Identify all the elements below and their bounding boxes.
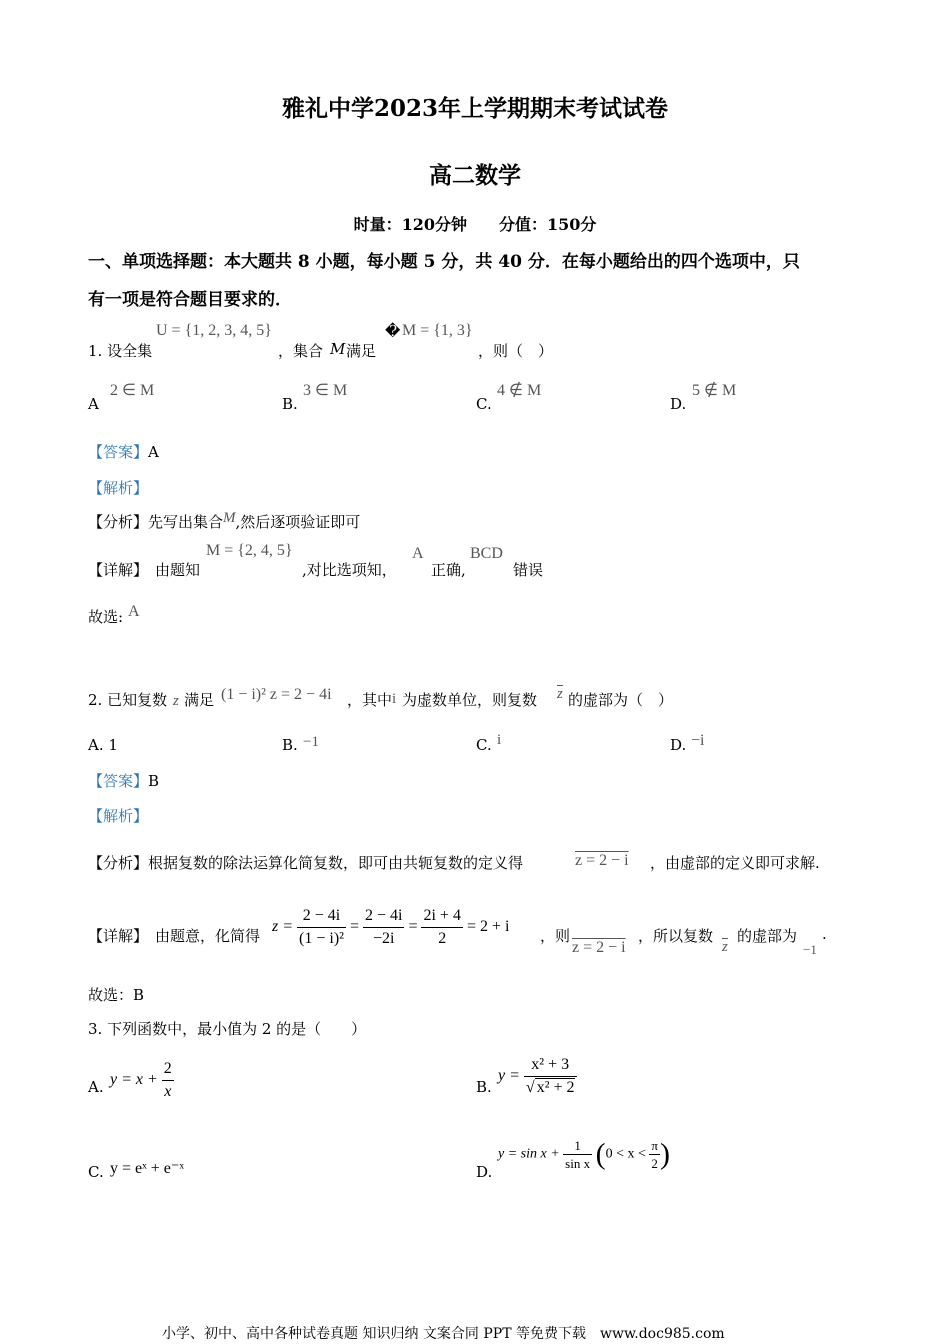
q2-stem-c: ，其中 [347,691,393,709]
q1-detail-letter-a: A [412,545,424,562]
q2-stem-a: 2. 已知复数 [88,691,168,709]
fraction-2 [363,905,404,950]
option-d-cond: 0 < x < [605,1146,646,1162]
answer-value: B [148,772,160,790]
option-b-lhs: y = [498,1067,520,1085]
fenxi-text-b: ,然后逐项验证即可 [235,513,361,531]
q1-choose-label: 故选: [88,608,124,626]
section-heading-line2: 有一项是符合题目要求的． [88,290,292,310]
fraction-3-den: 2 [438,930,447,947]
option-d-cond-den: 2 [651,1156,658,1171]
q1-detail-tag: 【详解】 [88,561,149,579]
option-d-cond-fraction [649,1137,660,1172]
q2-stem-e: 的虚部为（ ） [568,691,674,709]
q2-option-c: i [497,732,502,748]
q2-equation: (1 − i)² z = 2 − 4i [221,686,332,703]
exam-title: 雅礼中学2023年上学期期末考试试卷 [281,95,668,122]
q2-stem-b: 满足 [184,691,215,709]
q1-var-m: M [330,340,346,358]
option-b-fraction [524,1054,577,1099]
q1-option-c-label: C. [476,395,492,413]
option-d-cond-num: π [651,1138,658,1153]
option-d-lhs: y = sin x + [498,1146,560,1162]
q1-option-d: 5 ∉ M [692,382,737,399]
q2-detail-end: . [822,925,827,943]
q2-option-b: −1 [303,734,319,750]
q2-detail-zbar: $\overline{z}$ [722,939,728,955]
q1-set-u: U = {1, 2, 3, 4, 5} [156,322,272,339]
q1-detail-text-d: 错误 [513,561,544,579]
q2-option-b-label: B. [282,736,298,754]
eq-sign-2: = [408,918,418,936]
section-heading-line1: 一、单项选择题：本大题共 8 小题，每小题 5 分，共 40 分．在每小题给出的四个选项中，只 [88,252,800,272]
q3-option-b-label: B. [476,1078,492,1096]
q1-detail-text-a: 由题知 [155,561,201,579]
option-a-lhs: y = x + [110,1071,158,1089]
q1-detail-bcd: BCD [470,545,503,562]
q2-option-d-label: D. [670,736,687,754]
fenxi-text-a: 根据复数的除法运算化简复数，即可由共轭复数的定义得 [148,854,524,872]
q1-fenxi [88,511,360,532]
q1-analysis-tag: 【解析】 [88,479,149,497]
q3-option-b [498,1054,577,1099]
fraction-1-num: 2 − 4i [297,905,346,928]
q3-stem: 3. 下列函数中，最小值为 2 的是（ ） [88,1020,367,1038]
q2-option-c-label: C. [476,736,492,754]
q1-option-b-label: B. [282,395,298,413]
q2-detail-conj: z = 2 − i [572,939,626,956]
fraction-2-den: −2i [372,930,395,947]
q1-answer [88,441,159,462]
q3-option-d [498,1137,670,1172]
q2-detail-text-a: 由题意，化简得 [155,927,261,945]
q2-var-z: z [173,693,179,709]
q2-detail-text-d: 的虚部为 [737,927,798,945]
option-b-den: x² + 2 [536,1079,575,1096]
q2-option-a: A. 1 [88,736,118,754]
q3-option-c: y = eˣ + e⁻ˣ [110,1160,184,1177]
fraction-2-num: 2 − 4i [363,905,404,928]
q2-detail-text-c: ，所以复数 [638,927,714,945]
q3-option-a-label: A. [88,1078,104,1096]
exam-meta: 时量：120分钟 分值：150分 [353,215,597,234]
eq-z: z = [272,918,294,936]
q2-detail-text-b: ，则 [540,927,571,945]
q2-detail-equation [272,905,509,950]
fenxi-tag: 【分析】 [88,513,149,531]
option-b-num: x² + 3 [524,1054,577,1077]
fenxi-text-a: 先写出集合 [148,513,224,531]
q1-option-a-label: A [88,395,99,413]
q2-zbar: $\overline{z}$ [557,686,563,702]
q1-option-a: 2 ∈ M [110,382,155,399]
fenxi-tag: 【分析】 [88,854,149,872]
fraction-3-num: 2i + 4 [421,905,462,928]
page-footer: 小学、初中、高中各种试卷真题 知识归纳 文案合同 PPT 等免费下载 www.doc985.com [162,1326,725,1342]
q1-set-cm: M = {1, 3} [402,322,473,339]
q1-stem-a: 1. 设全集 [88,342,153,360]
q3-option-d-label: D. [476,1163,493,1181]
option-b-den-wrap: √ x² + 2 [525,1079,575,1096]
q2-choose: 故选：B [88,986,145,1004]
q2-fenxi-conj: z = 2 − i [575,852,629,869]
option-a-fraction [162,1058,174,1103]
q1-stem-b: ，集合 [278,342,324,360]
answer-tag: 【答案】 [88,772,149,790]
option-d-close-paren: ) [659,1137,670,1171]
eq-sign-1: = [349,918,359,936]
q1-detail-text-c: 正确, [431,561,466,579]
q2-stem-d: 为虚数单位，则复数 [402,691,538,709]
fraction-3 [421,905,462,950]
q2-analysis-tag: 【解析】 [88,807,149,825]
exam-subject: 高二数学 [429,162,521,189]
answer-value: A [148,443,159,461]
q2-answer [88,770,159,791]
q2-fenxi [88,852,523,873]
option-a-num: 2 [162,1058,174,1081]
q1-stem-c: 满足 [346,342,377,360]
q1-option-d-label: D. [670,395,687,413]
fraction-1 [297,905,346,950]
q2-detail-value: −1 [803,942,817,957]
q1-complement-symbol: � [385,322,401,340]
q1-option-c: 4 ∉ M [497,382,542,399]
q1-stem-d: ，则（ ） [478,342,554,360]
option-d-den: sin x [565,1156,591,1171]
q3-option-c-label: C. [88,1163,104,1181]
q1-choose-value: A [128,603,140,620]
q1-detail-set: M = {2, 4, 5} [206,542,293,559]
fraction-1-den: (1 − i)² [299,930,344,947]
answer-tag: 【答案】 [88,443,149,461]
fenxi-var-m: M [223,510,236,526]
q1-option-b: 3 ∈ M [303,382,348,399]
q2-option-d: −i [691,732,705,749]
option-d-fraction [563,1137,592,1172]
q3-option-a [110,1058,174,1103]
option-d-open-paren: ( [595,1137,606,1171]
q1-detail-text-b: ,对比选项知， [302,561,397,579]
q2-detail-tag: 【详解】 [88,927,149,945]
q2-fenxi-text-b: ，由虚部的定义即可求解. [650,854,820,872]
eq-result: = 2 + i [466,918,510,936]
option-a-den: x [164,1083,172,1100]
option-d-num: 1 [563,1137,592,1155]
q2-var-i: i [392,691,397,707]
